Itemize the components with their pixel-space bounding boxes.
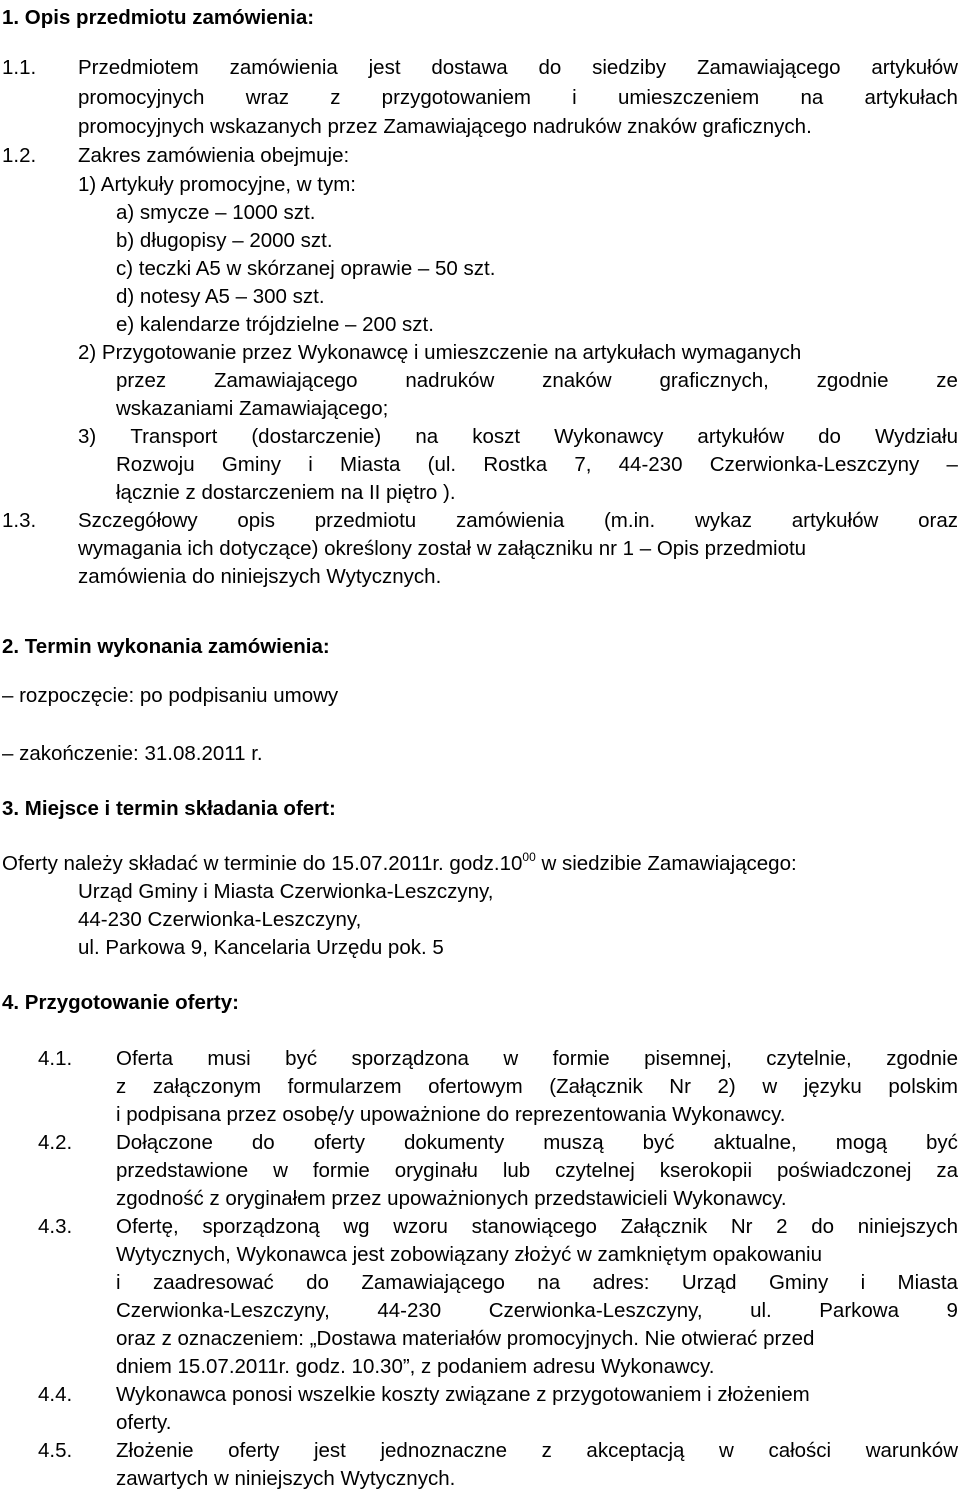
section-4-heading: 4. Przygotowanie oferty: xyxy=(2,991,239,1014)
word: Zamawiającego xyxy=(213,369,358,392)
word: artykułów xyxy=(791,509,879,532)
word: za xyxy=(936,1159,958,1182)
word: być xyxy=(285,1047,318,1070)
word: sporządzona xyxy=(351,1047,469,1070)
date-end: – zakończenie: 31.08.2011 r. xyxy=(2,742,263,765)
word: i xyxy=(308,453,313,476)
address-line: ul. Parkowa 9, Kancelaria Urzędu pok. 5 xyxy=(78,936,444,959)
word: 2) xyxy=(717,1075,736,1098)
word: graficznych, xyxy=(659,369,769,392)
para-4-1-line: i podpisana przez osobę/y upoważnione do reprezentowania Wykonawcy. xyxy=(116,1103,786,1126)
word: Rozwoju xyxy=(116,453,195,476)
word: przedmiotu xyxy=(314,509,417,532)
para-1-3-number: 1.3. xyxy=(2,509,37,532)
word: na xyxy=(415,425,439,448)
word: oryginału xyxy=(394,1159,478,1182)
word: całości xyxy=(768,1439,832,1462)
word: 9 xyxy=(946,1299,958,1322)
word: kserokopii xyxy=(659,1159,753,1182)
word: Szczegółowy xyxy=(78,509,198,532)
word: Gminy xyxy=(768,1271,829,1294)
word: oferty xyxy=(313,1131,365,1154)
word: poświadczonej xyxy=(776,1159,912,1182)
word: jest xyxy=(313,1439,346,1462)
sub-item: a) smycze – 1000 szt. xyxy=(116,201,316,224)
word: artykułów xyxy=(871,56,958,79)
para-4-3-line xyxy=(116,1215,958,1239)
word: dokumenty xyxy=(403,1131,505,1154)
list-item-2-line xyxy=(116,369,958,393)
word: Zamawiającego xyxy=(361,1271,505,1294)
word: ul. xyxy=(750,1299,772,1322)
para-4-4-line: Wykonawca ponosi wszelkie koszty związane z przygotowaniem i złożeniem xyxy=(116,1383,810,1406)
word: Ofertę, xyxy=(116,1215,179,1238)
para-4-2-line: zgodność z oryginałem przez upoważnionych przedstawicieli Wykonawcy. xyxy=(116,1187,787,1210)
para-1-3-line xyxy=(78,509,958,533)
word: Miasta xyxy=(340,453,401,476)
sub-item: d) notesy A5 – 300 szt. xyxy=(116,285,325,308)
para-4-5-line xyxy=(116,1439,958,1463)
para-4-4-line: oferty. xyxy=(116,1411,172,1434)
word: 7, xyxy=(574,453,592,476)
word: do xyxy=(818,425,841,448)
address-line: Urząd Gminy i Miasta Czerwionka-Leszczyny, xyxy=(78,880,494,903)
word: z xyxy=(541,1439,552,1462)
word: na xyxy=(537,1271,561,1294)
word: Rostka xyxy=(483,453,548,476)
para-4-5-line: zawartych w niniejszych Wytycznych. xyxy=(116,1467,456,1490)
word: zgodnie xyxy=(886,1047,958,1070)
para-4-3-line: oraz z oznaczeniem: „Dostawa materiałów promocyjnych. Nie otwierać przed xyxy=(116,1327,815,1350)
word: Załącznik xyxy=(620,1215,708,1238)
word: Gminy xyxy=(221,453,282,476)
word: formie xyxy=(312,1159,370,1182)
word: musi xyxy=(207,1047,251,1070)
sub-item: c) teczki A5 w skórzanej oprawie – 50 szt. xyxy=(116,257,496,280)
word: wykaz xyxy=(695,509,752,532)
word: sporządzoną xyxy=(202,1215,320,1238)
word: 44-230 xyxy=(618,453,683,476)
word: nadruków xyxy=(405,369,495,392)
word: wzoru xyxy=(393,1215,448,1238)
address-line: 44-230 Czerwionka-Leszczyny, xyxy=(78,908,362,931)
para-4-2-line xyxy=(116,1159,958,1183)
para-1-3-line: wymagania ich dotyczące) określony został w załączniku nr 1 – Opis przedmiotu xyxy=(78,537,807,560)
word: 44-230 xyxy=(377,1299,442,1322)
word: być xyxy=(926,1131,958,1154)
word: koszt xyxy=(472,425,521,448)
word: do xyxy=(251,1131,275,1154)
para-1-1-line xyxy=(78,86,958,110)
word: języku xyxy=(803,1075,862,1098)
word: aktualne, xyxy=(713,1131,797,1154)
word: zamówienia xyxy=(455,509,565,532)
sub-item: b) długopisy – 2000 szt. xyxy=(116,229,333,252)
para-1-1-line: promocyjnych wskazanych przez Zamawiającego nadruków znaków graficznych. xyxy=(78,115,812,138)
word: polskim xyxy=(888,1075,958,1098)
word: w xyxy=(719,1439,734,1462)
section-1-heading: 1. Opis przedmiotu zamówienia: xyxy=(2,6,315,29)
word: z xyxy=(116,1075,127,1098)
word: jest xyxy=(368,56,401,79)
list-item-2-line: 2) Przygotowanie przez Wykonawcę i umieszczenie na artykułach wymaganych xyxy=(78,341,802,364)
word: Parkowa xyxy=(819,1299,900,1322)
list-item-3-line: łącznie z dostarczeniem na II piętro ). xyxy=(116,481,456,504)
para-4-3-line xyxy=(116,1271,958,1295)
para-1-2-lead: Zakres zamówienia obejmuje: xyxy=(78,144,350,167)
word: i xyxy=(860,1271,866,1294)
list-item-1: 1) Artykuły promocyjne, w tym: xyxy=(78,173,356,196)
section-2-heading: 2. Termin wykonania zamówienia: xyxy=(2,635,330,658)
para-4-5-number: 4.5. xyxy=(38,1439,73,1462)
word: Złożenie xyxy=(116,1439,194,1462)
word: umieszczeniem xyxy=(617,86,760,109)
word: formularzem xyxy=(287,1075,402,1098)
word: ze xyxy=(936,369,958,392)
word: artykułach xyxy=(864,86,958,109)
word: adres: xyxy=(592,1271,650,1294)
word: warunków xyxy=(865,1439,958,1462)
para-4-3-line: Wytycznych, Wykonawca jest zobowiązany złożyć w zamkniętym opakowaniu xyxy=(116,1243,823,1266)
word: Dołączone xyxy=(116,1131,213,1154)
offer-deadline-line: Oferty należy składać w terminie do 15.07.2011r. $godz.10^{00}$ w siedzibie Zamawiającego: xyxy=(2,850,797,875)
word: (ul. xyxy=(427,453,457,476)
word: załączonym xyxy=(152,1075,262,1098)
para-4-1-line xyxy=(116,1075,958,1099)
para-4-3-number: 4.3. xyxy=(38,1215,73,1238)
word: stanowiącego xyxy=(471,1215,597,1238)
para-4-2-line xyxy=(116,1131,958,1155)
word: niniejszych xyxy=(857,1215,958,1238)
word: z xyxy=(330,86,341,109)
word: wraz xyxy=(245,86,289,109)
word: czytelnie, xyxy=(766,1047,852,1070)
word: Wydziału xyxy=(874,425,958,448)
word: znaków xyxy=(542,369,612,392)
word: zaadresować xyxy=(152,1271,274,1294)
word: Nr xyxy=(730,1215,753,1238)
word: 2 xyxy=(776,1215,788,1238)
word: mogą xyxy=(835,1131,888,1154)
word: 3) xyxy=(78,425,97,448)
word: Czerwionka-Leszczyny, xyxy=(116,1299,330,1322)
word: muszą xyxy=(543,1131,604,1154)
word: (Załącznik xyxy=(549,1075,643,1098)
word: do xyxy=(306,1271,329,1294)
word: akceptacją xyxy=(586,1439,685,1462)
word: jednoznaczne xyxy=(380,1439,507,1462)
word: w xyxy=(762,1075,778,1098)
word: ofertowym xyxy=(428,1075,523,1098)
word: (m.in. xyxy=(603,509,656,532)
para-1-3-line: zamówienia do niniejszych Wytycznych. xyxy=(78,565,442,588)
para-4-2-number: 4.2. xyxy=(38,1131,73,1154)
word: w xyxy=(503,1047,519,1070)
word: i xyxy=(116,1271,121,1294)
word: opis xyxy=(237,509,276,532)
word: artykułów xyxy=(697,425,785,448)
word: – xyxy=(946,453,958,476)
word: Przedmiotem xyxy=(78,56,199,79)
para-4-3-line: dniem 15.07.2011r. godz. 10.30”, z podaniem adresu Wykonawcy. xyxy=(116,1355,715,1378)
para-1-1-number: 1.1. xyxy=(2,56,37,79)
word: oraz xyxy=(918,509,958,532)
sub-item: e) kalendarze trójdzielne – 200 szt. xyxy=(116,313,434,336)
date-start: – rozpoczęcie: po podpisaniu umowy xyxy=(2,684,339,707)
para-4-1-line xyxy=(116,1047,958,1071)
para-4-3-line xyxy=(116,1299,958,1323)
word: Urząd xyxy=(681,1271,737,1294)
list-item-2-line: wskazaniami Zamawiającego; xyxy=(116,397,389,420)
word: zgodnie xyxy=(816,369,889,392)
word: do xyxy=(811,1215,835,1238)
word: pisemnej, xyxy=(644,1047,732,1070)
word: w xyxy=(273,1159,288,1182)
word: przygotowaniem xyxy=(381,86,531,109)
list-item-3-line xyxy=(78,425,958,449)
word: Czerwionka-Leszczyny xyxy=(709,453,920,476)
word: Miasta xyxy=(897,1271,958,1294)
para-1-1-line xyxy=(78,56,958,80)
word: dostawa xyxy=(431,56,508,79)
word: być xyxy=(642,1131,675,1154)
para-1-2-number: 1.2. xyxy=(2,144,37,167)
word: oferty xyxy=(228,1439,280,1462)
para-4-4-number: 4.4. xyxy=(38,1383,73,1406)
word: Nr xyxy=(669,1075,691,1098)
word: czytelnej xyxy=(555,1159,635,1182)
section-3-heading: 3. Miejsce i termin składania ofert: xyxy=(2,797,336,820)
word: do xyxy=(538,56,562,79)
word: Transport xyxy=(130,425,218,448)
word: Wykonawcy xyxy=(554,425,664,448)
word: promocyjnych xyxy=(78,86,205,109)
word: zamówienia xyxy=(229,56,338,79)
word: przedstawione xyxy=(116,1159,249,1182)
word: i xyxy=(572,86,577,109)
word: Zamawiającego xyxy=(696,56,841,79)
word: lub xyxy=(502,1159,531,1182)
word: (dostarczenie) xyxy=(251,425,382,448)
para-4-1-number: 4.1. xyxy=(38,1047,73,1070)
word: Czerwionka-Leszczyny, xyxy=(488,1299,703,1322)
word: Oferta xyxy=(116,1047,173,1070)
word: wg xyxy=(343,1215,370,1238)
word: przez xyxy=(116,369,167,392)
word: formie xyxy=(552,1047,610,1070)
word: na xyxy=(800,86,824,109)
list-item-3-line xyxy=(116,453,958,477)
word: siedziby xyxy=(592,56,667,79)
